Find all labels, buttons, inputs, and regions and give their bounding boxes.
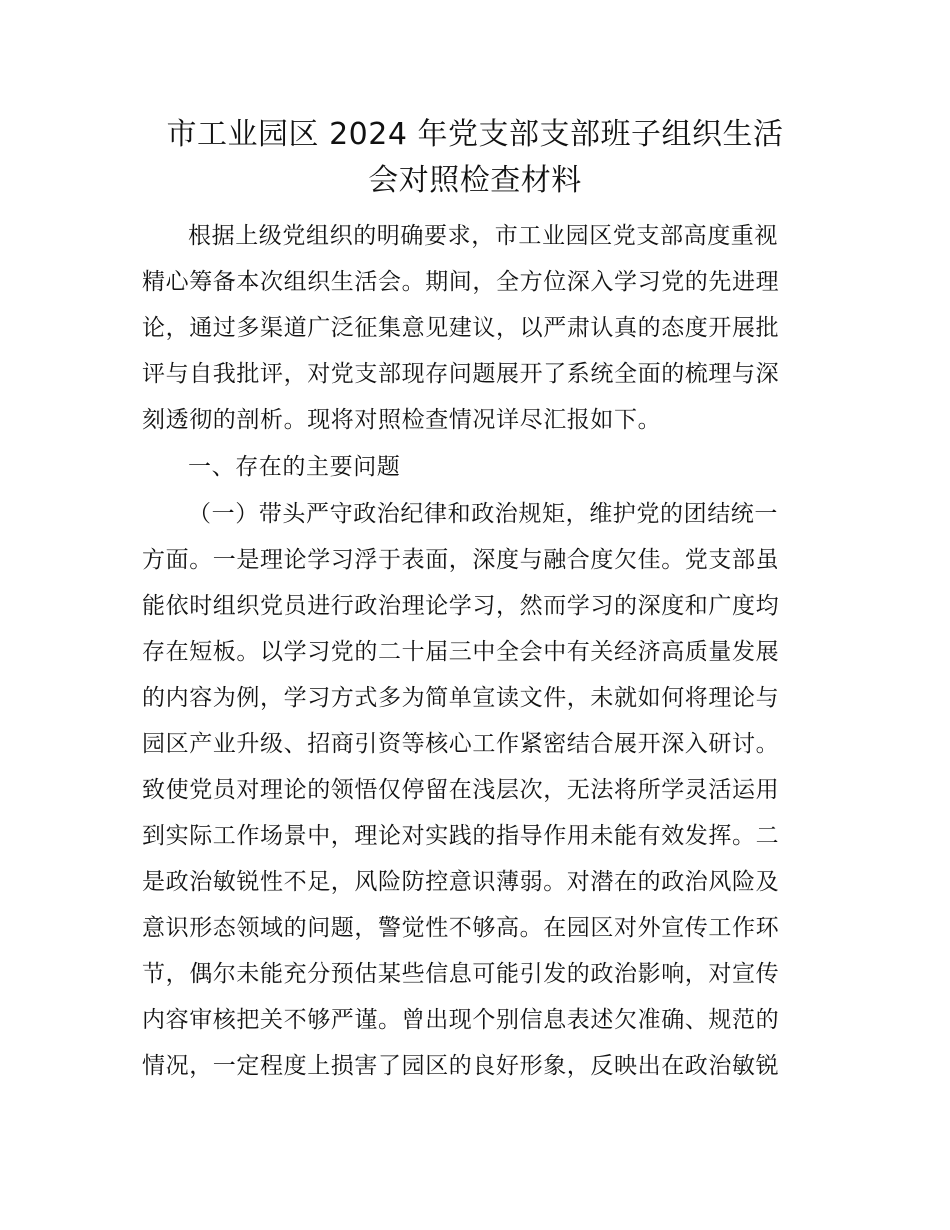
document-title-line-1: 市工业园区 2024 年党支部支部班子组织生活: [166, 117, 784, 152]
body-line: 方面。一是理论学习浮于表面，深度与融合度欠佳。党支部虽: [142, 547, 780, 573]
intro-line: 评与自我批评，对党支部现存问题展开了系统全面的梳理与深: [142, 361, 780, 387]
body-line: 是政治敏锐性不足，风险防控意识薄弱。对潜在的政治风险及: [142, 869, 780, 895]
document-title-line-2: 会对照检查材料: [368, 163, 582, 198]
body-line: 内容审核把关不够严谨。曾出现个别信息表述欠准确、规范的: [142, 1007, 780, 1033]
intro-line: 根据上级党组织的明确要求，市工业园区党支部高度重视: [188, 223, 778, 249]
body-line: 园区产业升级、招商引资等核心工作紧密结合展开深入研讨。: [142, 731, 780, 757]
body-line: 能依时组织党员进行政治理论学习，然而学习的深度和广度均: [142, 593, 780, 619]
section-heading: 一、存在的主要问题: [188, 454, 401, 480]
body-line: 到实际工作场景中，理论对实践的指导作用未能有效发挥。二: [142, 823, 780, 849]
intro-line: 论，通过多渠道广泛征集意见建议，以严肃认真的态度开展批: [142, 315, 780, 341]
body-line: 节，偶尔未能充分预估某些信息可能引发的政治影响，对宣传: [142, 961, 780, 987]
intro-line: 刻透彻的剖析。现将对照检查情况详尽汇报如下。: [142, 407, 662, 433]
body-line: 存在短板。以学习党的二十届三中全会中有关经济高质量发展: [142, 639, 780, 665]
body-line: （一）带头严守政治纪律和政治规矩，维护党的团结统一: [188, 501, 778, 527]
body-line: 致使党员对理论的领悟仅停留在浅层次，无法将所学灵活运用: [142, 777, 780, 803]
intro-line: 精心筹备本次组织生活会。期间，全方位深入学习党的先进理: [142, 269, 780, 295]
body-line: 情况，一定程度上损害了园区的良好形象，反映出在政治敏锐: [142, 1053, 780, 1079]
body-line: 意识形态领域的问题，警觉性不够高。在园区对外宣传工作环: [142, 915, 780, 941]
body-line: 的内容为例，学习方式多为简单宣读文件，未就如何将理论与: [142, 685, 780, 711]
